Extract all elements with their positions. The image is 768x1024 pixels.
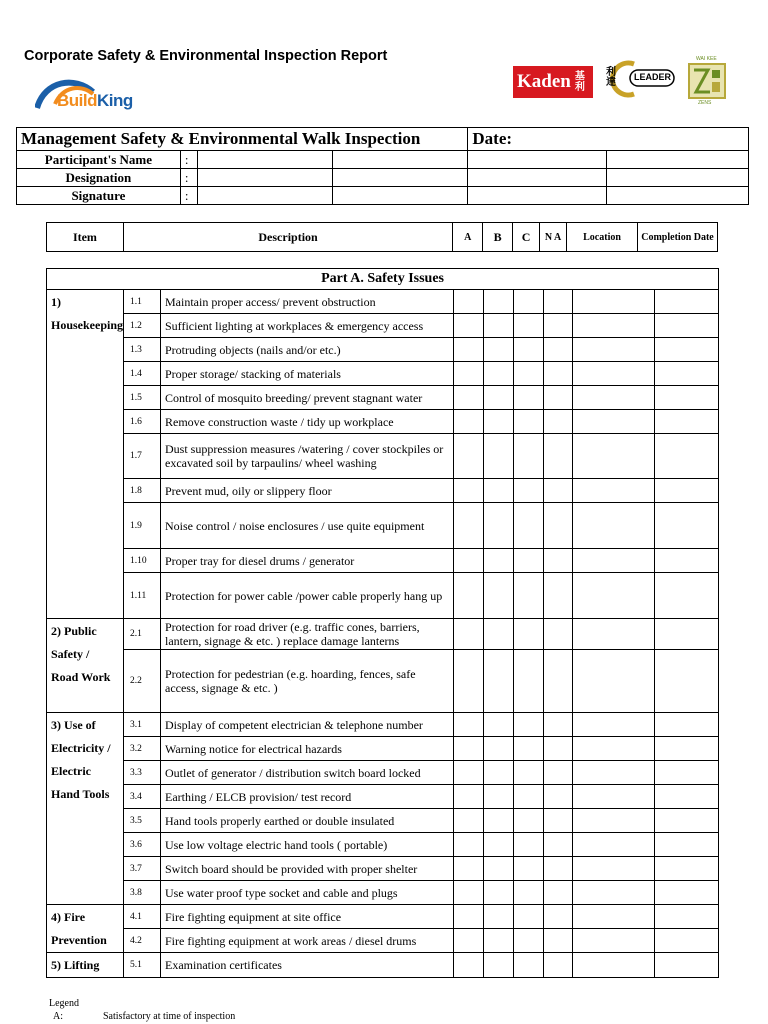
signature-colon: : (180, 187, 197, 205)
check-na-cell[interactable] (544, 929, 573, 953)
item-number: 3.7 (124, 857, 161, 881)
safety-checklist-table (46, 268, 719, 978)
legend-title: Legend (49, 998, 79, 1009)
location-cell[interactable] (573, 362, 655, 386)
item-number: 5.1 (124, 953, 161, 978)
check-b-cell[interactable] (484, 737, 514, 761)
waikee-logo-top: WAI KEE (696, 56, 717, 62)
check-c-cell[interactable] (514, 857, 544, 881)
checklist-row (47, 549, 719, 573)
column-description: Description (123, 223, 452, 252)
completion-date-cell[interactable] (655, 290, 719, 314)
waikee-logo (686, 56, 728, 108)
item-number: 1.3 (124, 338, 161, 362)
checklist-row (47, 290, 719, 314)
check-b-cell[interactable] (484, 314, 514, 338)
check-a-cell[interactable] (454, 549, 484, 573)
designation-field-3[interactable] (468, 169, 607, 187)
item-description: Protection for power cable /power cable properly hang up (161, 573, 454, 619)
check-b-cell[interactable] (484, 650, 514, 713)
location-cell[interactable] (573, 338, 655, 362)
check-na-cell[interactable] (544, 857, 573, 881)
designation-label: Designation (17, 169, 181, 187)
checklist-row (47, 573, 719, 619)
category-label: 4) Fire Prevention (47, 905, 124, 953)
check-a-cell[interactable] (454, 386, 484, 410)
item-description: Hand tools properly earthed or double insulated (161, 809, 454, 833)
item-description: Earthing / ELCB provision/ test record (161, 785, 454, 809)
signature-label: Signature (17, 187, 181, 205)
item-description: Protection for road driver (e.g. traffic cones, barriers, lantern, signage & etc. ) replace damage lanterns (161, 619, 454, 650)
item-description: Use low voltage electric hand tools ( portable) (161, 833, 454, 857)
designation-field-1[interactable] (197, 169, 332, 187)
check-a-cell[interactable] (454, 785, 484, 809)
column-location: Location (567, 223, 638, 252)
completion-date-cell[interactable] (655, 737, 719, 761)
legend (49, 997, 235, 1023)
item-description: Switch board should be provided with proper shelter (161, 857, 454, 881)
item-number: 1.8 (124, 479, 161, 503)
check-na-cell[interactable] (544, 833, 573, 857)
check-c-cell[interactable] (514, 434, 544, 479)
check-b-cell[interactable] (484, 619, 514, 650)
location-cell[interactable] (573, 713, 655, 737)
item-number: 1.10 (124, 549, 161, 573)
check-b-cell[interactable] (484, 713, 514, 737)
check-b-cell[interactable] (484, 881, 514, 905)
check-a-cell[interactable] (454, 479, 484, 503)
item-description: Display of competent electrician & telephone number (161, 713, 454, 737)
location-cell[interactable] (573, 809, 655, 833)
legend-text: Satisfactory at time of inspection (103, 1011, 236, 1022)
checklist-row (47, 857, 719, 881)
check-c-cell[interactable] (514, 737, 544, 761)
item-number: 2.2 (124, 650, 161, 713)
item-description: Fire fighting equipment at work areas / diesel drums (161, 929, 454, 953)
signature-field-1[interactable] (197, 187, 332, 205)
location-cell[interactable] (573, 503, 655, 549)
item-number: 3.3 (124, 761, 161, 785)
check-c-cell[interactable] (514, 953, 544, 978)
location-cell[interactable] (573, 857, 655, 881)
check-na-cell[interactable] (544, 434, 573, 479)
check-c-cell[interactable] (514, 761, 544, 785)
item-number: 1.1 (124, 290, 161, 314)
completion-date-cell[interactable] (655, 549, 719, 573)
checklist-row (47, 761, 719, 785)
checklist-row (47, 434, 719, 479)
buildking-logo (35, 74, 150, 114)
item-number: 3.4 (124, 785, 161, 809)
check-b-cell[interactable] (484, 434, 514, 479)
check-a-cell[interactable] (454, 314, 484, 338)
column-c: C (513, 223, 540, 252)
designation-field-2[interactable] (332, 169, 468, 187)
item-description: Use water proof type socket and cable and plugs (161, 881, 454, 905)
check-c-cell[interactable] (514, 479, 544, 503)
location-cell[interactable] (573, 761, 655, 785)
location-cell[interactable] (573, 479, 655, 503)
signature-field-2[interactable] (332, 187, 468, 205)
management-table (16, 127, 749, 205)
completion-date-cell[interactable] (655, 479, 719, 503)
item-number: 3.6 (124, 833, 161, 857)
check-na-cell[interactable] (544, 479, 573, 503)
check-a-cell[interactable] (454, 650, 484, 713)
check-c-cell[interactable] (514, 713, 544, 737)
column-item: Item (47, 223, 124, 252)
column-a: A (453, 223, 483, 252)
check-a-cell[interactable] (454, 881, 484, 905)
check-c-cell[interactable] (514, 410, 544, 434)
check-na-cell[interactable] (544, 650, 573, 713)
checklist-row (47, 386, 719, 410)
check-a-cell[interactable] (454, 290, 484, 314)
participant-name-field-3[interactable] (468, 151, 607, 169)
participant-name-row (17, 151, 749, 169)
item-number: 4.2 (124, 929, 161, 953)
part-a-title: Part A. Safety Issues (47, 269, 719, 290)
check-na-cell[interactable] (544, 761, 573, 785)
check-na-cell[interactable] (544, 737, 573, 761)
completion-date-cell[interactable] (655, 650, 719, 713)
checklist-row (47, 338, 719, 362)
item-number: 3.2 (124, 737, 161, 761)
check-a-cell[interactable] (454, 905, 484, 929)
checklist-row (47, 503, 719, 549)
location-cell[interactable] (573, 434, 655, 479)
signature-row (17, 187, 749, 205)
checklist-row (47, 953, 719, 978)
location-cell[interactable] (573, 905, 655, 929)
check-na-cell[interactable] (544, 953, 573, 978)
location-cell[interactable] (573, 737, 655, 761)
item-number: 1.7 (124, 434, 161, 479)
check-c-cell[interactable] (514, 386, 544, 410)
location-cell[interactable] (573, 386, 655, 410)
checklist-row (47, 809, 719, 833)
check-na-cell[interactable] (544, 314, 573, 338)
check-c-cell[interactable] (514, 650, 544, 713)
check-b-cell[interactable] (484, 290, 514, 314)
checklist-row (47, 785, 719, 809)
check-a-cell[interactable] (454, 410, 484, 434)
signature-field-4[interactable] (607, 187, 749, 205)
check-c-cell[interactable] (514, 549, 544, 573)
check-a-cell[interactable] (454, 857, 484, 881)
column-b: B (483, 223, 513, 252)
completion-date-cell[interactable] (655, 503, 719, 549)
location-cell[interactable] (573, 619, 655, 650)
kaden-logo-text: Kaden (517, 71, 571, 92)
location-cell[interactable] (573, 785, 655, 809)
check-na-cell[interactable] (544, 362, 573, 386)
check-c-cell[interactable] (514, 619, 544, 650)
check-a-cell[interactable] (454, 503, 484, 549)
check-b-cell[interactable] (484, 785, 514, 809)
check-c-cell[interactable] (514, 503, 544, 549)
checklist-row (47, 479, 719, 503)
check-b-cell[interactable] (484, 929, 514, 953)
column-na: N A (540, 223, 567, 252)
signature-field-3[interactable] (468, 187, 607, 205)
completion-date-cell[interactable] (655, 338, 719, 362)
location-cell[interactable] (573, 953, 655, 978)
check-na-cell[interactable] (544, 809, 573, 833)
kaden-logo (513, 66, 593, 98)
check-b-cell[interactable] (484, 833, 514, 857)
item-description: Warning notice for electrical hazards (161, 737, 454, 761)
completion-date-cell[interactable] (655, 953, 719, 978)
check-a-cell[interactable] (454, 573, 484, 619)
item-number: 1.4 (124, 362, 161, 386)
checklist-row (47, 833, 719, 857)
location-cell[interactable] (573, 314, 655, 338)
check-c-cell[interactable] (514, 338, 544, 362)
location-cell[interactable] (573, 929, 655, 953)
check-a-cell[interactable] (454, 434, 484, 479)
check-a-cell[interactable] (454, 338, 484, 362)
checklist-row (47, 881, 719, 905)
check-b-cell[interactable] (484, 479, 514, 503)
waikee-logo-bottom: ZENS (698, 100, 712, 106)
location-cell[interactable] (573, 573, 655, 619)
check-na-cell[interactable] (544, 290, 573, 314)
check-c-cell[interactable] (514, 905, 544, 929)
checklist-row (47, 650, 719, 713)
category-label: 2) Public Safety / Road Work (47, 619, 124, 713)
check-a-cell[interactable] (454, 833, 484, 857)
leader-logo-text: LEADER (634, 72, 672, 82)
check-b-cell[interactable] (484, 386, 514, 410)
check-a-cell[interactable] (454, 713, 484, 737)
buildking-logo-build: Build (57, 91, 97, 110)
completion-date-cell[interactable] (655, 833, 719, 857)
check-na-cell[interactable] (544, 410, 573, 434)
participant-name-colon: : (180, 151, 197, 169)
item-number: 1.2 (124, 314, 161, 338)
check-c-cell[interactable] (514, 573, 544, 619)
item-description: Fire fighting equipment at site office (161, 905, 454, 929)
item-number: 4.1 (124, 905, 161, 929)
check-c-cell[interactable] (514, 833, 544, 857)
report-title: Corporate Safety & Environmental Inspection Report (24, 48, 388, 64)
completion-date-cell[interactable] (655, 761, 719, 785)
check-a-cell[interactable] (454, 761, 484, 785)
check-na-cell[interactable] (544, 573, 573, 619)
checklist-row (47, 314, 719, 338)
check-b-cell[interactable] (484, 338, 514, 362)
location-cell[interactable] (573, 650, 655, 713)
check-na-cell[interactable] (544, 619, 573, 650)
checklist-row (47, 619, 719, 650)
completion-date-cell[interactable] (655, 386, 719, 410)
check-a-cell[interactable] (454, 619, 484, 650)
check-c-cell[interactable] (514, 785, 544, 809)
item-description: Proper storage/ stacking of materials (161, 362, 454, 386)
check-b-cell[interactable] (484, 362, 514, 386)
item-description: Outlet of generator / distribution switch board locked (161, 761, 454, 785)
item-description: Dust suppression measures /watering / cover stockpiles or excavated soil by tarpaulins/ wheel washing (161, 434, 454, 479)
check-b-cell[interactable] (484, 761, 514, 785)
completion-date-cell[interactable] (655, 619, 719, 650)
completion-date-cell[interactable] (655, 881, 719, 905)
check-b-cell[interactable] (484, 809, 514, 833)
check-b-cell[interactable] (484, 549, 514, 573)
check-na-cell[interactable] (544, 905, 573, 929)
check-na-cell[interactable] (544, 713, 573, 737)
legend-entry (49, 1010, 235, 1023)
item-description: Examination certificates (161, 953, 454, 978)
check-b-cell[interactable] (484, 573, 514, 619)
check-c-cell[interactable] (514, 881, 544, 905)
item-number: 1.9 (124, 503, 161, 549)
leader-logo (604, 58, 676, 98)
check-b-cell[interactable] (484, 503, 514, 549)
check-na-cell[interactable] (544, 549, 573, 573)
completion-date-cell[interactable] (655, 573, 719, 619)
location-cell[interactable] (573, 410, 655, 434)
item-description: Maintain proper access/ prevent obstruction (161, 290, 454, 314)
check-b-cell[interactable] (484, 953, 514, 978)
item-description: Protection for pedestrian (e.g. hoarding, fences, safe access, signage & etc. ) (161, 650, 454, 713)
item-number: 1.6 (124, 410, 161, 434)
item-description: Protruding objects (nails and/or etc.) (161, 338, 454, 362)
check-b-cell[interactable] (484, 905, 514, 929)
check-na-cell[interactable] (544, 503, 573, 549)
designation-row (17, 169, 749, 187)
item-description: Prevent mud, oily or slippery floor (161, 479, 454, 503)
column-header-table (46, 222, 718, 252)
item-description: Sufficient lighting at workplaces & emergency access (161, 314, 454, 338)
location-cell[interactable] (573, 290, 655, 314)
completion-date-cell[interactable] (655, 314, 719, 338)
item-number: 3.1 (124, 713, 161, 737)
checklist-row (47, 905, 719, 929)
checklist-row (47, 713, 719, 737)
designation-field-4[interactable] (607, 169, 749, 187)
designation-colon: : (180, 169, 197, 187)
completion-date-cell[interactable] (655, 809, 719, 833)
column-completion-date: Completion Date (638, 223, 718, 252)
check-na-cell[interactable] (544, 881, 573, 905)
item-description: Noise control / noise enclosures / use quite equipment (161, 503, 454, 549)
completion-date-cell[interactable] (655, 905, 719, 929)
location-cell[interactable] (573, 549, 655, 573)
buildking-logo-king: King (97, 91, 133, 110)
item-description: Control of mosquito breeding/ prevent stagnant water (161, 386, 454, 410)
check-a-cell[interactable] (454, 362, 484, 386)
completion-date-cell[interactable] (655, 713, 719, 737)
leader-logo-cn: 利達 (606, 67, 616, 88)
check-a-cell[interactable] (454, 809, 484, 833)
completion-date-cell[interactable] (655, 857, 719, 881)
checklist-row (47, 410, 719, 434)
completion-date-cell[interactable] (655, 362, 719, 386)
item-number: 1.5 (124, 386, 161, 410)
check-c-cell[interactable] (514, 290, 544, 314)
date-label: Date: (468, 128, 749, 151)
item-number: 2.1 (124, 619, 161, 650)
participant-name-field-2[interactable] (332, 151, 468, 169)
participant-name-label: Participant's Name (17, 151, 181, 169)
check-c-cell[interactable] (514, 809, 544, 833)
checklist-row (47, 737, 719, 761)
check-c-cell[interactable] (514, 314, 544, 338)
check-c-cell[interactable] (514, 929, 544, 953)
location-cell[interactable] (573, 881, 655, 905)
kaden-logo-cn: 基利 (574, 71, 585, 93)
check-a-cell[interactable] (454, 953, 484, 978)
category-label: 3) Use of Electricity / Electric Hand Tools (47, 713, 124, 905)
category-label: 5) Lifting (47, 953, 124, 978)
participant-name-field-4[interactable] (607, 151, 749, 169)
completion-date-cell[interactable] (655, 410, 719, 434)
check-a-cell[interactable] (454, 929, 484, 953)
item-number: 3.5 (124, 809, 161, 833)
completion-date-cell[interactable] (655, 785, 719, 809)
item-number: 3.8 (124, 881, 161, 905)
category-label: 1) Housekeeping (47, 290, 124, 619)
check-na-cell[interactable] (544, 338, 573, 362)
item-description: Remove construction waste / tidy up workplace (161, 410, 454, 434)
check-na-cell[interactable] (544, 785, 573, 809)
item-description: Proper tray for diesel drums / generator (161, 549, 454, 573)
check-b-cell[interactable] (484, 410, 514, 434)
completion-date-cell[interactable] (655, 434, 719, 479)
check-a-cell[interactable] (454, 737, 484, 761)
check-na-cell[interactable] (544, 386, 573, 410)
completion-date-cell[interactable] (655, 929, 719, 953)
legend-key: A: (53, 1011, 63, 1022)
checklist-row (47, 929, 719, 953)
management-title: Management Safety & Environmental Walk Inspection (17, 128, 468, 151)
checklist-row (47, 362, 719, 386)
check-c-cell[interactable] (514, 362, 544, 386)
participant-name-field-1[interactable] (197, 151, 332, 169)
item-number: 1.11 (124, 573, 161, 619)
check-b-cell[interactable] (484, 857, 514, 881)
location-cell[interactable] (573, 833, 655, 857)
